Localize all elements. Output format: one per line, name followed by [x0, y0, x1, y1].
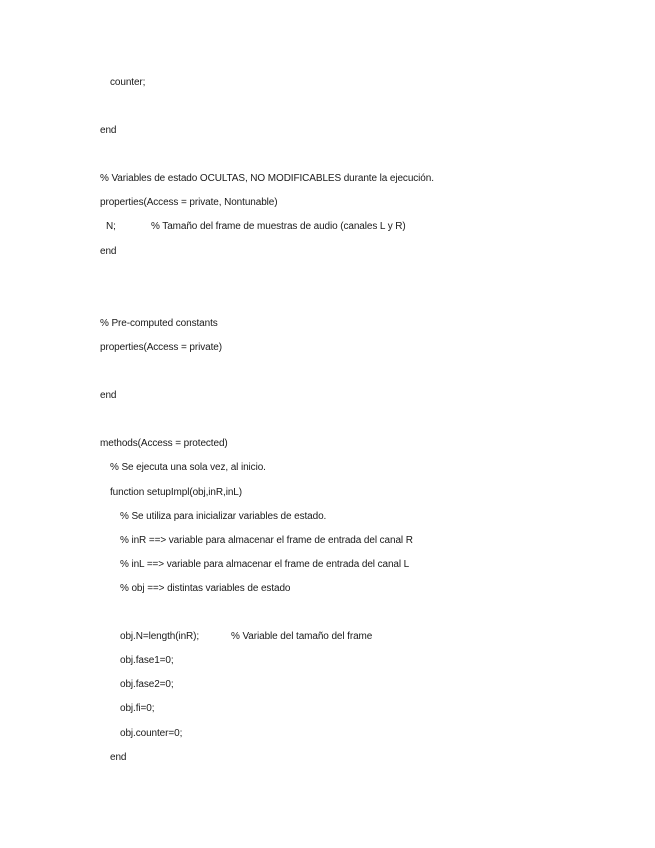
code-line-end-private-properties: end: [100, 390, 117, 401]
code-line-end-properties: end: [100, 125, 117, 136]
comment-frame-size-variable: % Variable del tamaño del frame: [231, 631, 373, 642]
code-line-properties-nontunable: properties(Access = private, Nontunable): [100, 197, 278, 208]
code-line-methods-protected: methods(Access = protected): [100, 438, 228, 449]
code-line-n-declaration: N;: [106, 221, 116, 232]
code-line-fi: obj.fi=0;: [120, 703, 155, 714]
comment-hidden-state-vars: % Variables de estado OCULTAS, NO MODIFICABLES durante la ejecución.: [100, 173, 434, 184]
code-line-obj-n-assignment: obj.N=length(inR);: [120, 631, 200, 642]
code-line-counter: counter;: [110, 77, 146, 88]
code-line-function-setupimpl: function setupImpl(obj,inR,inL): [110, 487, 242, 498]
comment-initialize-state: % Se utiliza para inicializar variables de estado.: [120, 511, 327, 522]
comment-runs-once: % Se ejecuta una sola vez, al inicio.: [110, 462, 266, 473]
comment-obj-description: % obj ==> distintas variables de estado: [120, 583, 291, 594]
comment-precomputed-constants: % Pre-computed constants: [100, 318, 218, 329]
comment-inr-description: % inR ==> variable para almacenar el frame de entrada del canal R: [120, 535, 413, 546]
code-line-end-hidden-properties: end: [100, 246, 117, 257]
code-line-obj-counter: obj.counter=0;: [120, 728, 183, 739]
code-line-fase1: obj.fase1=0;: [120, 655, 174, 666]
code-line-fase2: obj.fase2=0;: [120, 679, 174, 690]
code-line-end-function: end: [110, 752, 127, 763]
code-line-properties-private: properties(Access = private): [100, 342, 222, 353]
comment-inl-description: % inL ==> variable para almacenar el frame de entrada del canal L: [120, 559, 410, 570]
comment-frame-size: % Tamaño del frame de muestras de audio (canales L y R): [151, 221, 406, 232]
